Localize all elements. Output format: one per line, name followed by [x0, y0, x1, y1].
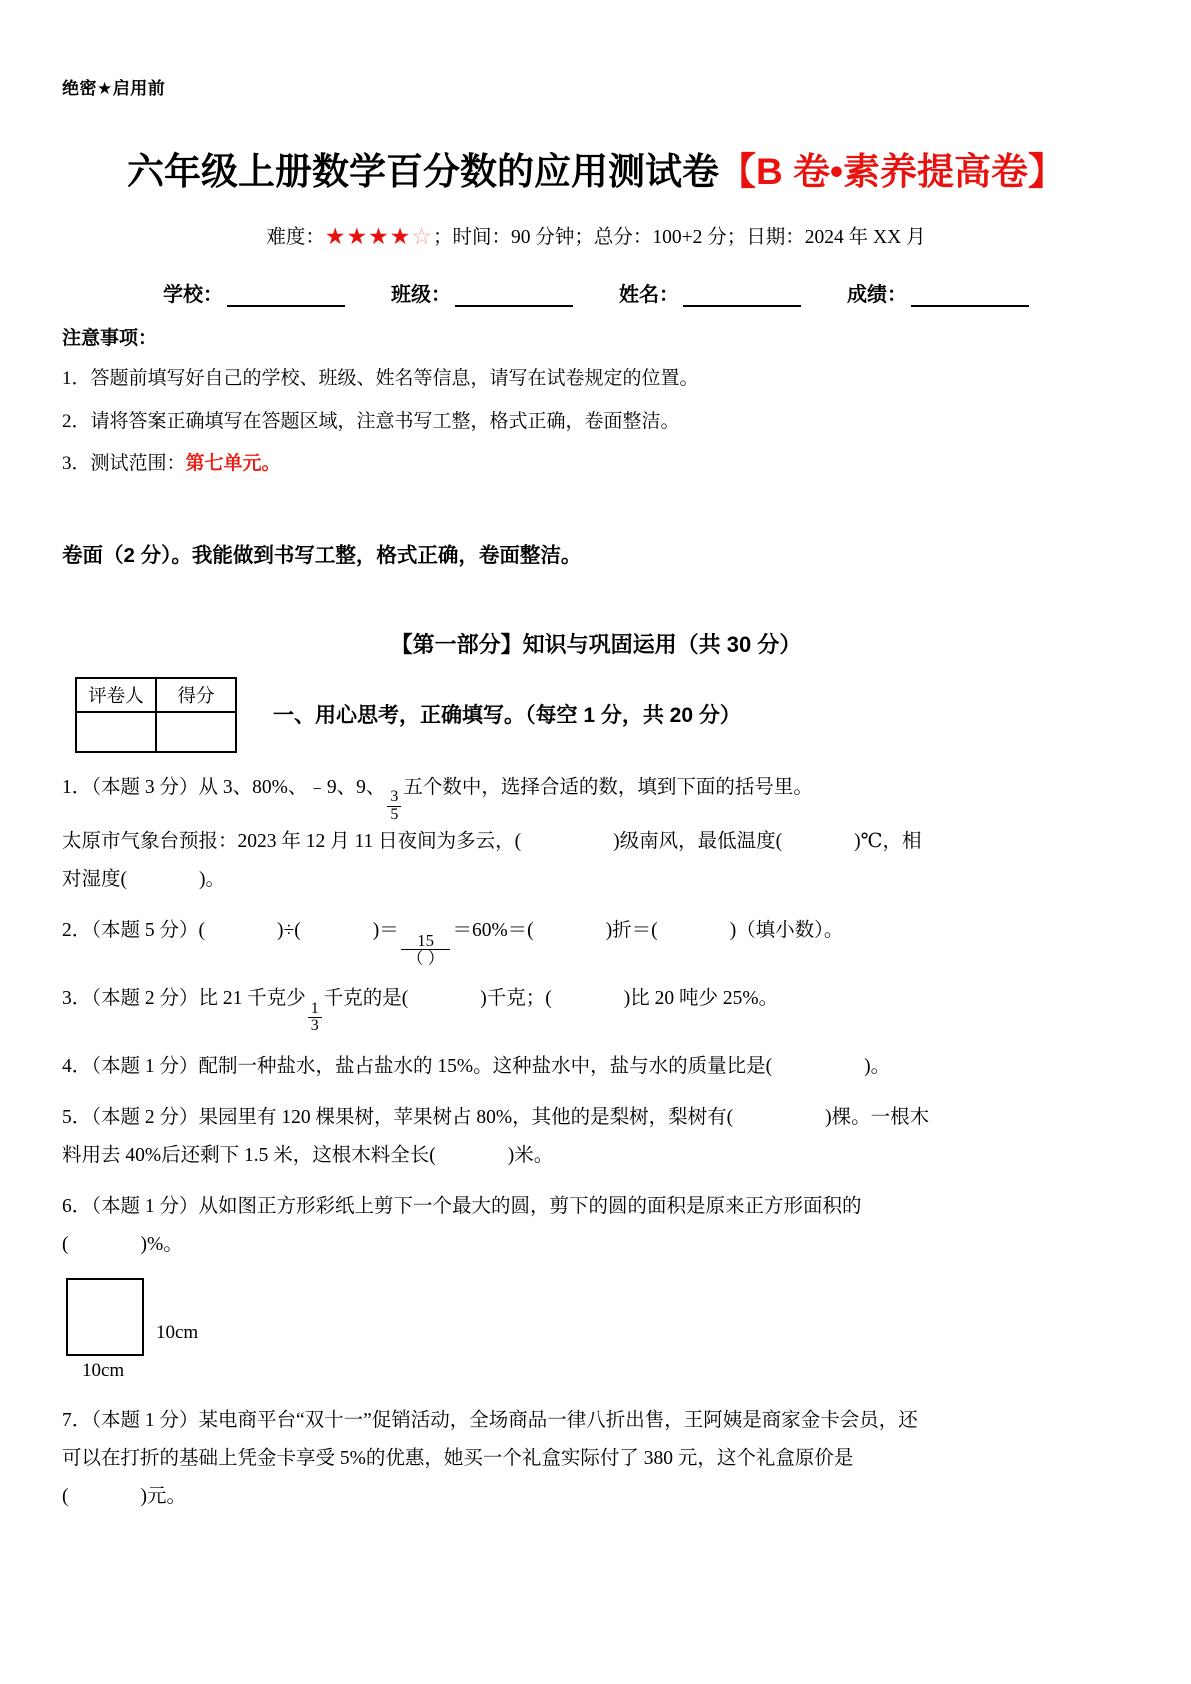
question-3: [62, 980, 1130, 1035]
page-title: [62, 141, 1130, 195]
question-1-text-b: 五个数中，选择合适的数，填到下面的括号里。: [403, 776, 813, 798]
question-6-line-2: [62, 1226, 1130, 1264]
question-1-line2-a: 太原市气象台预报：2023 年 12 月 11 日夜间为多云，(: [62, 831, 522, 853]
star-filled-icon: ★: [389, 224, 412, 249]
field-score: [847, 278, 1029, 307]
question-5-line2-b: )米。: [507, 1144, 554, 1166]
figure-side-label-bottom: 10cm: [82, 1359, 125, 1381]
question-1-line3-a: 对湿度(: [62, 869, 127, 891]
grader-cell-score[interactable]: [156, 712, 236, 752]
question-6: [62, 1188, 1130, 1264]
notice-item-3-scope: 第七单元。: [185, 453, 281, 475]
notice-item-2: 2．请将答案正确填写在答题区域，注意书写工整，格式正确，卷面整洁。: [62, 410, 680, 432]
question-1-text-a: 1．（本题 3 分）从 3、80%、﹣9、9、: [62, 776, 386, 798]
question-2-a: 2．（本题 5 分）(: [62, 920, 205, 942]
grader-cell-marker[interactable]: [76, 712, 156, 752]
fraction-numerator: 15: [417, 930, 434, 950]
question-1: [62, 769, 1130, 900]
student-info-row: [62, 278, 1130, 307]
question-5-line-2: [62, 1137, 1130, 1175]
fraction-three-fifths: [387, 789, 401, 823]
notice-item-3: [62, 450, 1130, 478]
question-5-line1-a: 5．（本题 2 分）果园里有 120 棵果树，苹果树占 80%，其他的是梨树，梨树有(: [62, 1106, 734, 1128]
field-school-label: 学校：: [163, 284, 223, 306]
difficulty-stars: [325, 224, 433, 250]
page-title-main: 六年级上册数学百分数的应用测试卷: [127, 151, 720, 192]
field-class: [391, 278, 573, 307]
question-7-line-2: 可以在打折的基础上凭金卡享受 5%的优惠，她买一个礼盒实际付了 380 元，这个礼盒原价是: [62, 1447, 854, 1469]
grader-score-table: [75, 677, 237, 753]
question-7-line-1: 7．（本题 1 分）某电商平台“双十一”促销活动，全场商品一律八折出售，王阿姨是商家金卡会员，还: [62, 1409, 918, 1431]
notice-item-3-prefix: 3．测试范围：: [62, 453, 186, 475]
question-2: [62, 912, 1130, 967]
square-shape-icon: [66, 1278, 144, 1356]
question-3-b: 千克的是(: [323, 988, 409, 1010]
section-one-row: [62, 677, 1130, 753]
grader-header-score: 得分: [156, 678, 236, 712]
question-6-line2-a: (: [62, 1233, 69, 1255]
question-2-c: )＝: [372, 920, 399, 942]
question-3-d: )比 20 吨少 25%。: [623, 988, 779, 1010]
fraction-fifteen-over-blank: [401, 932, 451, 968]
question-3-c: )千克；(: [480, 988, 552, 1010]
field-score-label: 成绩：: [847, 284, 907, 306]
notice-item-1: 1．答题前填写好自己的学校、班级、姓名等信息，请写在试卷规定的位置。: [62, 368, 699, 389]
question-4-text: 4．（本题 1 分）配制一种盐水，盐占盐水的 15%。这种盐水中，盐与水的质量比是(: [62, 1055, 773, 1077]
question-7-line3-b: )元。: [140, 1485, 186, 1507]
field-school-input[interactable]: [227, 288, 345, 307]
question-5-line2-a: 料用去 40%后还剩下 1.5 米，这根木料全长(: [62, 1144, 436, 1166]
field-score-input[interactable]: [911, 288, 1029, 307]
field-school: [163, 278, 345, 307]
question-4-end: )。: [864, 1055, 891, 1077]
fraction-denominator: 5: [387, 806, 401, 823]
star-filled-icon: ★: [346, 224, 369, 249]
question-1-line-2: [62, 823, 1130, 861]
question-1-line3-b: )。: [199, 869, 225, 891]
fraction-one-third: [308, 1001, 322, 1035]
page-title-badge: 【B 卷•素养提高卷】: [719, 151, 1065, 192]
question-5-line1-b: )棵。一根木: [825, 1106, 930, 1128]
star-empty-icon: ☆: [411, 224, 434, 249]
question-5-line-1: [62, 1099, 1130, 1137]
question-1-line-1: [62, 769, 1130, 824]
secret-label: 绝密★启用前: [62, 79, 166, 98]
difficulty-label: 难度：: [266, 227, 325, 248]
star-filled-icon: ★: [368, 224, 390, 249]
question-2-b: )÷(: [277, 920, 301, 942]
notice-heading: 注意事项：: [62, 328, 158, 349]
question-7-line3-a: (: [62, 1485, 69, 1507]
fraction-denominator[interactable]: （ ）: [401, 949, 451, 967]
question-2-d: ＝60%＝(: [452, 920, 534, 942]
field-name-label: 姓名：: [619, 284, 679, 306]
question-7-line-3: [62, 1478, 1130, 1516]
question-1-line-3: [62, 861, 1130, 899]
question-1-line2-b: )级南风，最低温度(: [613, 831, 783, 853]
exam-time-score-date: ；时间：90 分钟；总分：100+2 分；日期：2024 年 XX 月: [433, 227, 926, 248]
question-1-line2-c: )℃，相: [854, 831, 922, 853]
fraction-denominator: 3: [308, 1017, 322, 1034]
figure-side-label-right: 10cm: [156, 1321, 199, 1343]
question-6-line-1: 6．（本题 1 分）从如图正方形彩纸上剪下一个最大的圆，剪下的圆的面积是原来正方形面积的: [62, 1195, 862, 1217]
star-filled-icon: ★: [324, 224, 347, 249]
field-class-input[interactable]: [455, 288, 573, 307]
grader-header-marker: 评卷人: [76, 678, 156, 712]
question-6-line2-b: )%。: [140, 1233, 183, 1255]
section-one-title: 一、用心思考，正确填写。（每空 1 分，共 20 分）: [273, 703, 741, 727]
field-name: [619, 278, 801, 307]
cover-score-note: 卷面（2 分）。我能做到书写工整，格式正确，卷面整洁。: [62, 543, 582, 567]
fraction-numerator: 1: [310, 999, 319, 1017]
field-name-input[interactable]: [683, 288, 801, 307]
part-one-heading: 【第一部分】知识与巩固运用（共 30 分）: [390, 631, 802, 657]
question-6-figure: [62, 1278, 1130, 1386]
page-content: [62, 0, 1130, 1516]
question-4: [62, 1048, 1130, 1086]
question-7: [62, 1402, 1130, 1516]
field-class-label: 班级：: [391, 284, 451, 306]
fraction-numerator: 3: [390, 788, 399, 806]
question-2-f: )（填小数）。: [729, 920, 844, 942]
exam-meta-line: [62, 221, 1130, 250]
question-3-a: 3．（本题 2 分）比 21 千克少: [62, 988, 306, 1010]
question-5: [62, 1099, 1130, 1175]
question-2-e: )折＝(: [605, 920, 658, 942]
